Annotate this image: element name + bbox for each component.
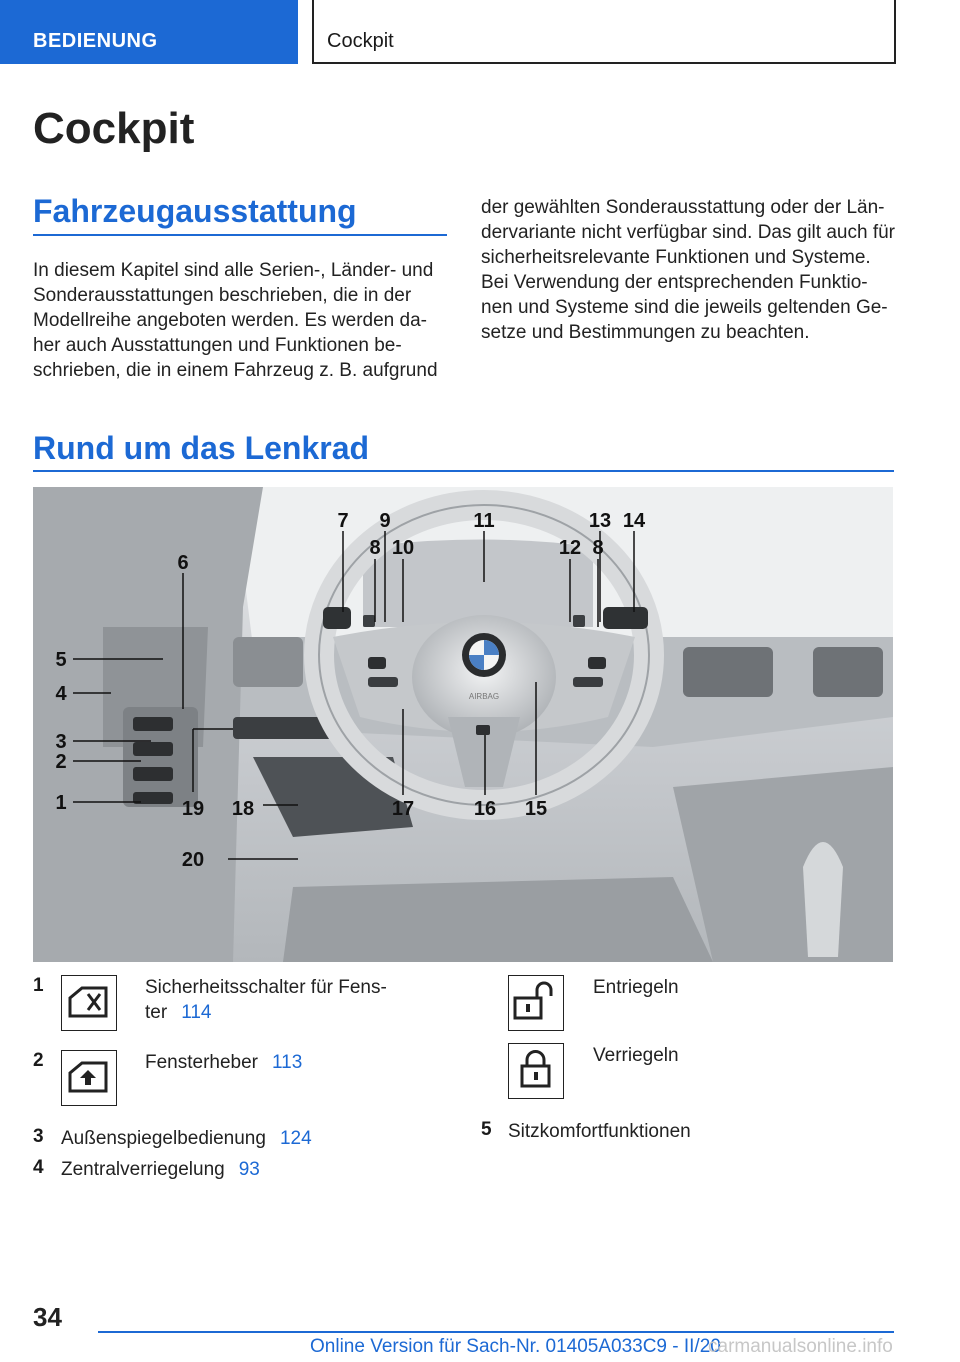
callout-20: 20 [181,849,205,871]
callout-6: 6 [177,552,189,574]
legend-number: 5 [481,1119,492,1140]
callout-5: 5 [55,649,67,671]
page-reference-link[interactable]: 114 [181,1002,212,1023]
cockpit-illustration [33,487,893,962]
legend-item-lock: Verriegeln [593,1045,679,1066]
callout-18: 18 [231,798,255,820]
paragraph-col2 [481,195,901,345]
text-line: Modellreihe angeboten werden. Es werden da- [33,310,427,331]
legend-number: 3 [33,1126,44,1147]
legend-text-line2 [145,1000,445,1025]
text-line: dervariante nicht verfügbar sind. Das gilt auch für [481,222,895,243]
footer-online-version: Online Version für Sach-Nr. 01405A033C9 - II/20 [310,1336,721,1357]
callout-4: 4 [55,683,67,705]
legend-text: ter [145,1002,168,1023]
footer-rule [98,1331,894,1333]
unlock-icon [508,975,564,1031]
callout-14: 14 [622,510,646,532]
heading-rund-um-das-lenkrad: Rund um das Lenkrad [33,430,370,466]
callout-3: 3 [55,731,67,753]
switch [133,742,173,756]
legend-item-mirror-control [61,1126,441,1151]
legend-item-central-locking [61,1157,441,1182]
legend-item-window-safety-switch [145,975,445,1025]
legend-text: Zentralverriegelung [61,1159,225,1180]
switch [133,717,173,731]
text-line: nen und Systeme sind die jeweils geltenden Ge- [481,297,888,318]
paddle [573,615,585,627]
light-switch [233,717,333,739]
callout-19: 19 [181,798,205,820]
wheel-button [476,725,490,735]
callout-8b: 8 [592,537,604,559]
legend-text: Außenspiegelbedienung [61,1128,266,1149]
callout-8: 8 [369,537,381,559]
page-number: 34 [33,1302,62,1332]
text-line: der gewählten Sonderausstattung oder der Län- [481,197,885,218]
text-line: In diesem Kapitel sind alle Serien-, Länder- und [33,260,434,281]
wheel-button [368,657,386,669]
text-line: her auch Ausstattungen und Funktionen be- [33,335,402,356]
text-line: Bei Verwendung der entsprechenden Funktio- [481,272,868,293]
airbag-label: AIRBAG [468,692,500,701]
page-reference-link[interactable]: 124 [279,1128,312,1149]
legend-text: Sicherheitsschalter für Fens- [145,977,387,998]
page-reference-link[interactable]: 93 [238,1159,260,1180]
text-line: setze und Bestimmungen zu beachten. [481,322,810,343]
callout-1: 1 [55,792,67,814]
callout-17: 17 [391,798,415,820]
callout-16: 16 [473,798,497,820]
text-line: Sonderausstattungen beschrieben, die in der [33,285,412,306]
text-line: sicherheitsrelevante Funktionen und Systeme. [481,247,871,268]
page-reference-link[interactable]: 113 [272,1052,303,1073]
text-line: schrieben, die in einem Fahrzeug z. B. aufgrund [33,360,438,381]
callout-11: 11 [473,510,495,532]
air-vent [233,637,303,687]
footwell [283,877,713,962]
footer-watermark: carmanualsonline.info [708,1336,893,1357]
section-tab: BEDIENUNG [0,0,298,64]
legend-item-unlock: Entriegeln [593,977,679,998]
heading-rule [33,234,447,236]
gear-selector [803,842,843,957]
callout-12: 12 [558,537,582,559]
wheel-button [368,677,398,687]
window-lifter-icon [61,1050,117,1106]
air-vent [813,647,883,697]
legend-item-seat-comfort: Sitzkomfortfunktionen [508,1121,691,1142]
wheel-button [588,657,606,669]
callout-9: 9 [379,510,391,532]
lock-icon [508,1043,564,1099]
callout-2: 2 [55,751,67,773]
wheel-button [573,677,603,687]
paragraph-col1 [33,258,453,383]
chapter-header: Cockpit [312,0,896,64]
legend-number: 4 [33,1157,44,1178]
heading-fahrzeugausstattung: Fahrzeugausstattung [33,193,357,229]
heading-rule [33,470,894,472]
callout-10: 10 [391,537,415,559]
window-safety-switch-icon [61,975,117,1031]
legend-number: 2 [33,1050,44,1071]
page-title: Cockpit [33,104,195,153]
callout-15: 15 [524,798,548,820]
left-stalk [323,607,351,629]
callout-13: 13 [588,510,612,532]
air-vent [683,647,773,697]
cockpit-drawing [33,487,893,962]
paddle [363,615,375,627]
legend-text: Fensterheber [145,1052,259,1073]
right-stalk [603,607,648,629]
switch [133,767,173,781]
callout-7: 7 [337,510,349,532]
legend-number: 1 [33,975,44,996]
legend-item-window-lifter [145,1050,445,1075]
